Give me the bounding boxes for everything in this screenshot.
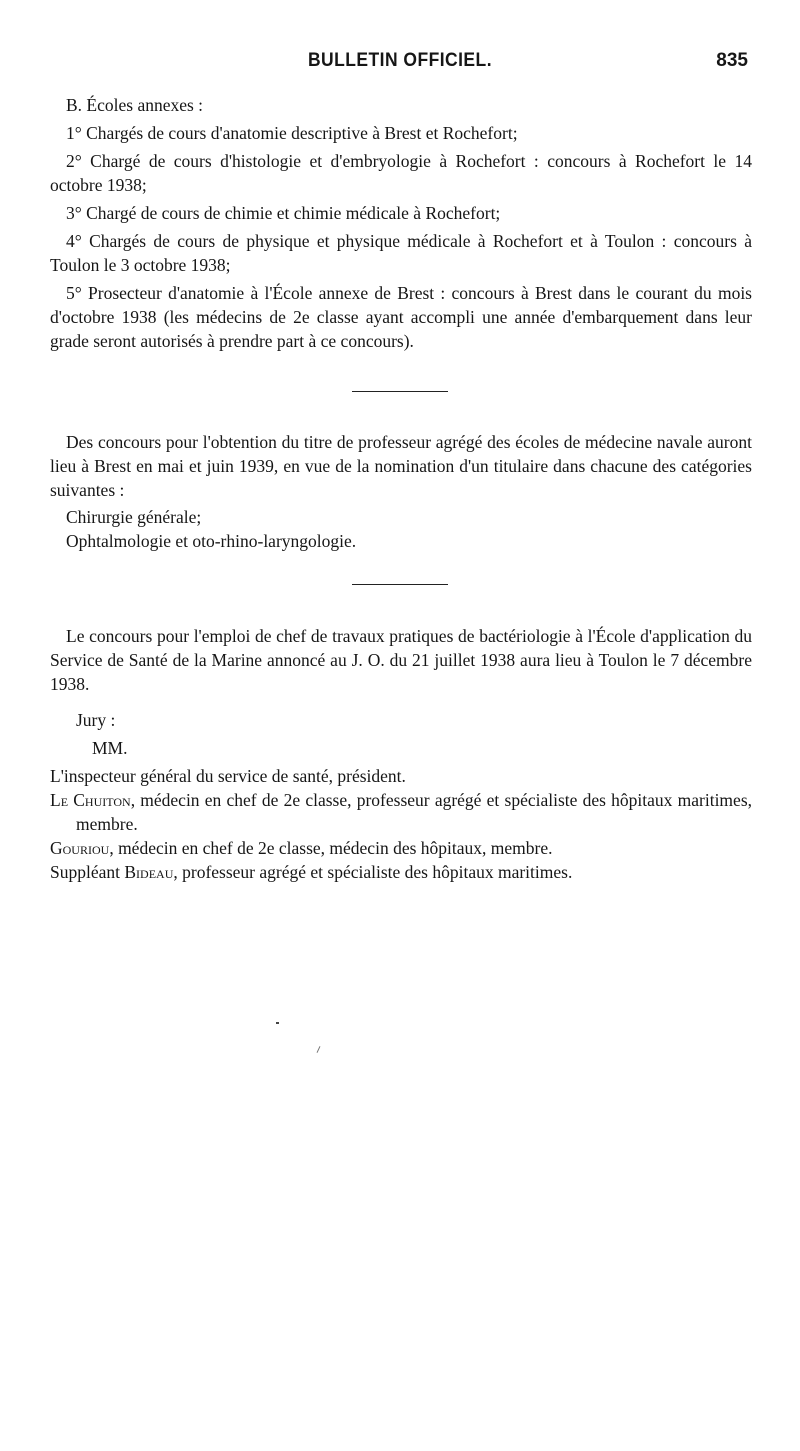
jury-label: Jury : — [76, 710, 116, 730]
page-header — [0, 50, 800, 80]
list-item: 1° Chargés de cours d'anatomie descriptive à Brest et Rochefort; — [66, 123, 518, 143]
category-item: Ophtalmologie et oto-rhino-laryngologie. — [66, 531, 357, 551]
member-name: Le Chuiton — [50, 790, 131, 810]
jury-member — [50, 860, 752, 884]
member-name: Gouriou — [50, 838, 110, 858]
bacterio-section — [50, 624, 752, 884]
member-text: , médecin en chef de 2e classe, professeur agrégé et spécialiste des hôpitaux maritimes, membre. — [76, 790, 752, 834]
section-heading: B. Écoles annexes : — [66, 95, 204, 115]
mm-label: MM. — [92, 738, 128, 758]
list-item: 4° Chargés de cours de physique et physique médicale à Rochefort et à Toulon : concours à Toulon le 3 octobre 1938; — [50, 231, 752, 275]
running-title: BULLETIN OFFICIEL. — [307, 50, 493, 71]
category-item: Chirurgie générale; — [66, 507, 202, 527]
jury-member — [50, 788, 752, 836]
member-text: , professeur agrégé et spécialiste des hôpitaux maritimes. — [173, 862, 573, 882]
print-speck — [276, 1022, 279, 1024]
list-item: 5° Prosecteur d'anatomie à l'École annexe de Brest : concours à Brest dans le courant du mois d'octobre 1938 (les médecins de 2e classe ayant accompli une année d'embarquement dans leur grade seront autorisés à prendre part à ce concours). — [50, 283, 752, 351]
jury-member — [50, 836, 752, 860]
member-name: Bideau — [124, 862, 174, 882]
list-item: 3° Chargé de cours de chimie et chimie médicale à Rochefort; — [66, 203, 501, 223]
print-speck — [317, 1046, 321, 1053]
member-text: L'inspecteur général du service de santé, président. — [50, 766, 406, 786]
section-b — [50, 93, 752, 353]
member-text: , médecin en chef de 2e classe, médecin des hôpitaux, membre. — [109, 838, 553, 858]
section-divider — [352, 584, 448, 585]
agrege-section — [50, 430, 752, 553]
paragraph: Des concours pour l'obtention du titre de professeur agrégé des écoles de médecine navale auront lieu à Brest en mai et juin 1939, en vue de la nomination d'un titulaire dans chacune des catégories suivantes : — [50, 432, 752, 500]
list-item: 2° Chargé de cours d'histologie et d'embryologie à Rochefort : concours à Rochefort le 14 octobre 1938; — [50, 151, 752, 195]
member-prefix: Suppléant — [50, 862, 125, 882]
jury-member — [50, 764, 752, 788]
section-divider — [352, 391, 448, 392]
paragraph: Le concours pour l'emploi de chef de travaux pratiques de bactériologie à l'École d'application du Service de Santé de la Marine annoncé au J. O. du 21 juillet 1938 aura lieu à Toulon le 7 décembre 1938. — [50, 626, 752, 694]
page-number: 835 — [716, 50, 748, 71]
